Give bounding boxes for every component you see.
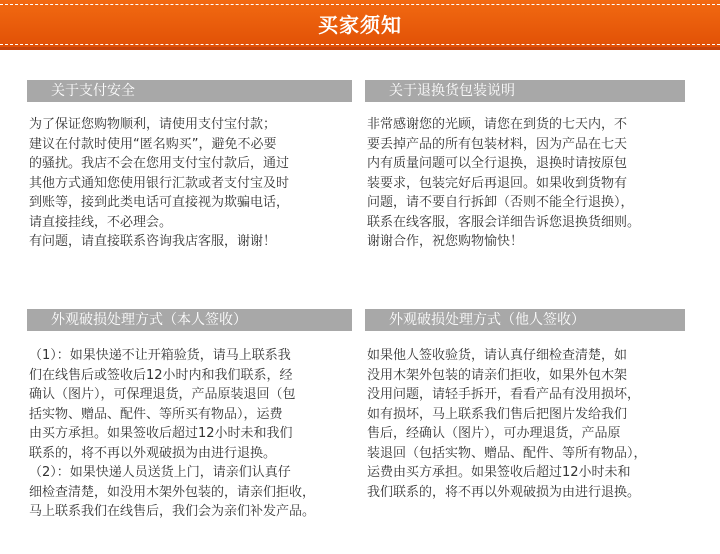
- text-line: 没用问题，请轻手拆开，看看产品有没用损坏，: [367, 387, 641, 402]
- text-line: 们在线售后或签收后12小时内和我们联系，经: [29, 367, 293, 383]
- text-line: 有问题，请直接联系咨询我店客服，谢谢！: [29, 234, 277, 249]
- section-header-damage-self-signed: 外观破损处理方式（本人签收）: [27, 309, 352, 331]
- text-line: （2）：如果快递人员送货上门，请亲们认真仔: [29, 465, 291, 480]
- text-line: 售后，经确认（图片），可办理退货，产品原: [367, 426, 621, 441]
- text-line: 建议在付款时使用“匿名购买”，避免不必要: [29, 136, 277, 152]
- text-line: 联系的，将不再以外观破损为由进行退换。: [29, 445, 277, 461]
- text-line: 如有损坏，马上联系我们售后把图片发给我们: [367, 406, 628, 422]
- section-header-payment-security: 关于支付安全: [27, 80, 352, 102]
- text-line: 谢谢合作，祝您购物愉快！: [367, 234, 524, 249]
- text-line: 的骚扰。我店不会在您用支付宝付款后，通过: [29, 156, 290, 171]
- text-line: 运费由买方承担。如果签收后超过12小时未和: [367, 465, 631, 480]
- text-line: 由买方承担。如果签收后超过12小时未和我们: [29, 426, 293, 441]
- section-body-damage-self-signed: [29, 346, 315, 522]
- notice-banner: [0, 0, 720, 50]
- text-line: 内有质量问题可以全行退换，退换时请按原包: [367, 156, 628, 171]
- text-line: 请直接挂线，不必理会。: [29, 214, 173, 230]
- text-line: 联系在线客服，客服会详细告诉您退换货细则。: [367, 214, 641, 230]
- text-line: 要丢掉产品的所有包装材料，因为产品在七天: [367, 136, 628, 152]
- text-line: 装要求，包装完好后再退回。如果收到货物有: [367, 175, 628, 191]
- section-body-payment-security: [29, 115, 289, 252]
- section-header-damage-other-signed: 外观破损处理方式（他人签收）: [365, 309, 685, 331]
- text-line: 括实物、赠品、配件、等所买有物品），运费: [29, 406, 283, 422]
- text-line: 确认（图片），可保理退货，产品原装退回（包: [29, 387, 296, 402]
- text-line: 细检查清楚，如没用木架外包装的，请亲们拒收，: [29, 484, 316, 500]
- text-line: 其他方式通知您使用银行汇款或者支付宝及时: [29, 175, 290, 191]
- text-line: 问题，请不要自行拆卸（否则不能全行退换），: [367, 195, 634, 210]
- text-line: 装退回（包括实物、赠品、配件、等所有物品），: [367, 445, 647, 461]
- banner-title: 买家须知: [318, 13, 402, 37]
- section-header-return-packaging: 关于退换货包装说明: [365, 80, 685, 102]
- text-line: 如果他人签收验货，请认真仔细检查清楚，如: [367, 348, 628, 363]
- text-line: 非常感谢您的光顾，请您在到货的七天内，不: [367, 117, 628, 132]
- text-line: 我们联系的，将不再以外观破损为由进行退换。: [367, 484, 641, 500]
- text-line: 没用木架外包装的请亲们拒收，如果外包木架: [367, 367, 628, 383]
- section-body-damage-other-signed: [367, 346, 647, 502]
- text-line: 马上联系我们在线售后，我们会为亲们补发产品。: [29, 504, 316, 519]
- text-line: （1）：如果快递不让开箱验货，请马上联系我: [29, 348, 291, 363]
- text-line: 到账等，接到此类电话可直接视为欺骗电话，: [29, 195, 290, 210]
- section-body-return-packaging: [367, 115, 640, 252]
- text-line: 为了保证您购物顺利，请使用支付宝付款；: [29, 117, 277, 132]
